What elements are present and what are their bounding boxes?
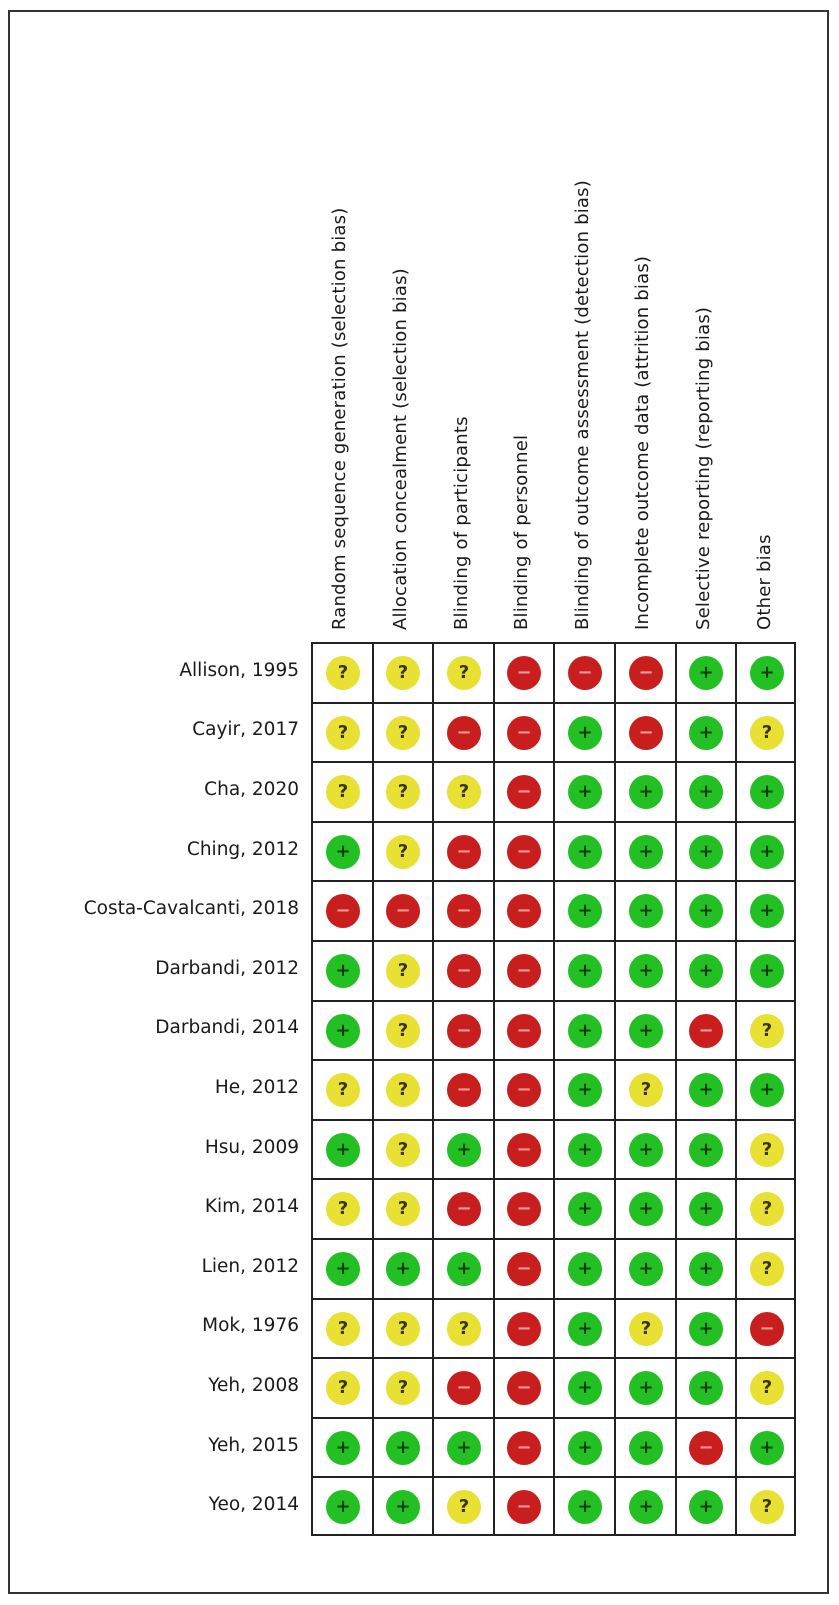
low-risk-icon: + — [568, 1431, 602, 1465]
rating-cell — [434, 1240, 495, 1300]
rating-cell — [677, 942, 737, 1002]
high-risk-icon: − — [507, 1431, 541, 1465]
low-risk-icon: + — [326, 1014, 360, 1048]
rating-cell — [434, 1180, 495, 1240]
high-risk-icon: − — [507, 1490, 541, 1524]
low-risk-icon: + — [750, 835, 784, 869]
rating-cell — [737, 882, 796, 942]
low-risk-icon: + — [326, 835, 360, 869]
low-risk-icon: + — [568, 1371, 602, 1405]
rating-cell — [434, 942, 495, 1002]
rating-cell — [313, 1359, 374, 1419]
low-risk-icon: + — [750, 1073, 784, 1107]
high-risk-icon: − — [507, 1371, 541, 1405]
rating-cell — [616, 882, 677, 942]
study-label: Lien, 2012 — [201, 1255, 299, 1277]
rating-cell — [495, 1121, 555, 1180]
column-header-label: Allocation concealment (selection bias) — [389, 268, 411, 630]
high-risk-icon: − — [507, 716, 541, 750]
rating-cell — [374, 942, 434, 1002]
rating-cell — [495, 1478, 555, 1536]
rating-cell — [374, 1359, 434, 1419]
unclear-risk-icon: ? — [386, 835, 420, 869]
low-risk-icon: + — [326, 1133, 360, 1167]
high-risk-icon: − — [507, 894, 541, 928]
low-risk-icon: + — [689, 656, 723, 690]
high-risk-icon: − — [568, 656, 602, 690]
low-risk-icon: + — [629, 894, 663, 928]
high-risk-icon: − — [507, 1073, 541, 1107]
low-risk-icon: + — [568, 1192, 602, 1226]
low-risk-icon: + — [568, 835, 602, 869]
high-risk-icon: − — [507, 954, 541, 988]
rating-cell — [313, 1419, 374, 1478]
unclear-risk-icon: ? — [386, 1192, 420, 1226]
low-risk-icon: + — [629, 1431, 663, 1465]
unclear-risk-icon: ? — [386, 954, 420, 988]
column-header-label: Incomplete outcome data (attrition bias) — [632, 255, 654, 630]
rating-cell — [434, 1121, 495, 1180]
rating-cell — [374, 1240, 434, 1300]
unclear-risk-icon: ? — [386, 1073, 420, 1107]
rating-cell — [616, 1061, 677, 1121]
rating-cell — [374, 1300, 434, 1359]
unclear-risk-icon: ? — [447, 656, 481, 690]
rating-cell — [616, 763, 677, 823]
rating-cell — [737, 942, 796, 1002]
rating-cell — [434, 704, 495, 763]
unclear-risk-icon: ? — [386, 1371, 420, 1405]
low-risk-icon: + — [568, 1312, 602, 1346]
study-label: Allison, 1995 — [179, 659, 299, 681]
rating-cell — [677, 1300, 737, 1359]
unclear-risk-icon: ? — [447, 775, 481, 809]
unclear-risk-icon: ? — [386, 716, 420, 750]
unclear-risk-icon: ? — [750, 1490, 784, 1524]
rating-cell — [737, 1121, 796, 1180]
low-risk-icon: + — [750, 775, 784, 809]
rating-cell — [737, 763, 796, 823]
rating-cell — [677, 882, 737, 942]
unclear-risk-icon: ? — [386, 1133, 420, 1167]
low-risk-icon: + — [689, 1133, 723, 1167]
rating-cell — [677, 1419, 737, 1478]
high-risk-icon: − — [507, 1252, 541, 1286]
rating-cell — [374, 1180, 434, 1240]
low-risk-icon: + — [689, 1073, 723, 1107]
rating-cell — [313, 763, 374, 823]
rating-cell — [737, 1061, 796, 1121]
rating-cell — [555, 644, 616, 704]
rating-cell — [313, 1240, 374, 1300]
rating-cell — [495, 942, 555, 1002]
rating-cell — [737, 1419, 796, 1478]
study-label: Yeh, 2008 — [208, 1375, 299, 1396]
rating-cell — [555, 1002, 616, 1061]
rating-cell — [495, 1359, 555, 1419]
unclear-risk-icon: ? — [386, 775, 420, 809]
rating-cell — [737, 644, 796, 704]
rating-cell — [677, 1359, 737, 1419]
rating-cell — [434, 1002, 495, 1061]
rating-cell — [434, 763, 495, 823]
rating-cell — [374, 1478, 434, 1536]
rating-cell — [495, 763, 555, 823]
rating-cell — [374, 1121, 434, 1180]
study-label: Darbandi, 2014 — [155, 1017, 299, 1039]
low-risk-icon: + — [568, 775, 602, 809]
rating-cell — [313, 644, 374, 704]
study-label: Mok, 1976 — [202, 1315, 299, 1337]
rating-cell — [555, 1121, 616, 1180]
low-risk-icon: + — [629, 1133, 663, 1167]
rating-cell — [434, 1359, 495, 1419]
rating-cell — [737, 704, 796, 763]
unclear-risk-icon: ? — [447, 1312, 481, 1346]
rating-cell — [495, 882, 555, 942]
study-label: Hsu, 2009 — [204, 1136, 299, 1158]
study-label: He, 2012 — [214, 1077, 299, 1098]
high-risk-icon: − — [447, 1371, 481, 1405]
low-risk-icon: + — [568, 716, 602, 750]
rating-cell — [495, 1002, 555, 1061]
rating-cell — [616, 1180, 677, 1240]
rating-cell — [434, 1478, 495, 1536]
rating-cell — [374, 1419, 434, 1478]
unclear-risk-icon: ? — [326, 1192, 360, 1226]
high-risk-icon: − — [689, 1431, 723, 1465]
high-risk-icon: − — [507, 775, 541, 809]
rating-cell — [677, 1061, 737, 1121]
rating-cell — [313, 1478, 374, 1536]
rating-cell — [555, 942, 616, 1002]
rating-cell — [677, 1478, 737, 1536]
rating-cell — [495, 1240, 555, 1300]
low-risk-icon: + — [629, 835, 663, 869]
rating-cell — [677, 1002, 737, 1061]
high-risk-icon: − — [386, 894, 420, 928]
low-risk-icon: + — [326, 1431, 360, 1465]
low-risk-icon: + — [386, 1431, 420, 1465]
study-label: Costa-Cavalcanti, 2018 — [83, 898, 299, 920]
rating-cell — [555, 1180, 616, 1240]
rating-cell — [434, 882, 495, 942]
high-risk-icon: − — [507, 835, 541, 869]
rating-cell — [495, 823, 555, 882]
rating-cell — [374, 823, 434, 882]
low-risk-icon: + — [568, 1014, 602, 1048]
high-risk-icon: − — [507, 656, 541, 690]
low-risk-icon: + — [629, 1252, 663, 1286]
rating-cell — [555, 882, 616, 942]
rating-cell — [555, 823, 616, 882]
study-label: Yeo, 2014 — [208, 1494, 299, 1516]
low-risk-icon: + — [568, 1252, 602, 1286]
unclear-risk-icon: ? — [750, 1014, 784, 1048]
low-risk-icon: + — [326, 1490, 360, 1524]
rating-cell — [434, 644, 495, 704]
low-risk-icon: + — [689, 1371, 723, 1405]
low-risk-icon: + — [750, 1431, 784, 1465]
rating-cell — [495, 1061, 555, 1121]
low-risk-icon: + — [689, 835, 723, 869]
low-risk-icon: + — [629, 954, 663, 988]
high-risk-icon: − — [629, 716, 663, 750]
rating-cell — [555, 1240, 616, 1300]
rating-cell — [434, 1300, 495, 1359]
high-risk-icon: − — [447, 1192, 481, 1226]
rating-cell — [737, 1002, 796, 1061]
rating-cell — [495, 644, 555, 704]
rating-cell — [374, 763, 434, 823]
unclear-risk-icon: ? — [386, 1014, 420, 1048]
rating-cell — [555, 763, 616, 823]
rating-cell — [616, 1121, 677, 1180]
rating-cell — [434, 1061, 495, 1121]
low-risk-icon: + — [689, 716, 723, 750]
low-risk-icon: + — [568, 894, 602, 928]
risk-of-bias-grid — [311, 642, 796, 1536]
rating-cell — [313, 1121, 374, 1180]
high-risk-icon: − — [507, 1133, 541, 1167]
unclear-risk-icon: ? — [750, 1133, 784, 1167]
low-risk-icon: + — [386, 1490, 420, 1524]
rating-cell — [677, 1121, 737, 1180]
rating-cell — [374, 882, 434, 942]
unclear-risk-icon: ? — [326, 1312, 360, 1346]
unclear-risk-icon: ? — [326, 775, 360, 809]
rating-cell — [616, 704, 677, 763]
rating-cell — [374, 1002, 434, 1061]
unclear-risk-icon: ? — [629, 1073, 663, 1107]
rating-cell — [555, 1300, 616, 1359]
high-risk-icon: − — [689, 1014, 723, 1048]
rating-cell — [555, 704, 616, 763]
rating-cell — [616, 1002, 677, 1061]
rating-cell — [677, 1240, 737, 1300]
rating-cell — [677, 644, 737, 704]
column-header-label: Blinding of outcome assessment (detection bias) — [571, 180, 593, 630]
low-risk-icon: + — [689, 1312, 723, 1346]
rating-cell — [495, 1419, 555, 1478]
rating-cell — [677, 823, 737, 882]
rating-cell — [374, 1061, 434, 1121]
low-risk-icon: + — [629, 1192, 663, 1226]
unclear-risk-icon: ? — [750, 716, 784, 750]
unclear-risk-icon: ? — [629, 1312, 663, 1346]
study-label: Ching, 2012 — [186, 838, 299, 860]
high-risk-icon: − — [507, 1192, 541, 1226]
study-label: Cayir, 2017 — [192, 719, 299, 741]
low-risk-icon: + — [568, 1073, 602, 1107]
unclear-risk-icon: ? — [326, 656, 360, 690]
rating-cell — [555, 1359, 616, 1419]
rating-cell — [616, 1359, 677, 1419]
rating-cell — [555, 1478, 616, 1536]
rating-cell — [737, 1180, 796, 1240]
low-risk-icon: + — [568, 954, 602, 988]
low-risk-icon: + — [447, 1252, 481, 1286]
unclear-risk-icon: ? — [750, 1192, 784, 1226]
low-risk-icon: + — [326, 954, 360, 988]
low-risk-icon: + — [386, 1252, 420, 1286]
rating-cell — [616, 1240, 677, 1300]
rating-cell — [616, 1300, 677, 1359]
high-risk-icon: − — [629, 656, 663, 690]
rating-cell — [737, 1359, 796, 1419]
unclear-risk-icon: ? — [750, 1371, 784, 1405]
low-risk-icon: + — [689, 1252, 723, 1286]
high-risk-icon: − — [750, 1312, 784, 1346]
high-risk-icon: − — [447, 894, 481, 928]
study-label: Yeh, 2015 — [208, 1434, 299, 1456]
rating-cell — [677, 763, 737, 823]
rating-cell — [434, 1419, 495, 1478]
low-risk-icon: + — [689, 775, 723, 809]
column-header-label: Blinding of participants — [450, 416, 472, 630]
rating-cell — [677, 1180, 737, 1240]
rating-cell — [616, 1478, 677, 1536]
study-label: Cha, 2020 — [204, 779, 299, 800]
unclear-risk-icon: ? — [326, 1073, 360, 1107]
high-risk-icon: − — [447, 1014, 481, 1048]
rating-cell — [616, 1419, 677, 1478]
rating-cell — [313, 942, 374, 1002]
low-risk-icon: + — [447, 1431, 481, 1465]
study-label: Kim, 2014 — [204, 1196, 299, 1218]
unclear-risk-icon: ? — [447, 1490, 481, 1524]
high-risk-icon: − — [447, 1073, 481, 1107]
high-risk-icon: − — [447, 954, 481, 988]
rating-cell — [555, 1419, 616, 1478]
rating-cell — [737, 1478, 796, 1536]
rating-cell — [313, 1002, 374, 1061]
low-risk-icon: + — [629, 1490, 663, 1524]
low-risk-icon: + — [629, 1014, 663, 1048]
rating-cell — [737, 823, 796, 882]
low-risk-icon: + — [689, 894, 723, 928]
rating-cell — [737, 1300, 796, 1359]
unclear-risk-icon: ? — [386, 656, 420, 690]
low-risk-icon: + — [750, 656, 784, 690]
high-risk-icon: − — [507, 1312, 541, 1346]
column-header-label: Selective reporting (reporting bias) — [692, 306, 714, 630]
column-header-label: Other bias — [753, 534, 775, 630]
column-header-label: Blinding of personnel — [511, 434, 533, 630]
rating-cell — [677, 704, 737, 763]
low-risk-icon: + — [689, 954, 723, 988]
high-risk-icon: − — [507, 1014, 541, 1048]
low-risk-icon: + — [750, 954, 784, 988]
high-risk-icon: − — [326, 894, 360, 928]
low-risk-icon: + — [689, 1192, 723, 1226]
rating-cell — [495, 704, 555, 763]
low-risk-icon: + — [326, 1252, 360, 1286]
unclear-risk-icon: ? — [326, 1371, 360, 1405]
low-risk-icon: + — [629, 1371, 663, 1405]
low-risk-icon: + — [689, 1490, 723, 1524]
rating-cell — [313, 1180, 374, 1240]
rating-cell — [313, 882, 374, 942]
low-risk-icon: + — [568, 1490, 602, 1524]
low-risk-icon: + — [568, 1133, 602, 1167]
rating-cell — [495, 1180, 555, 1240]
rating-cell — [616, 823, 677, 882]
rating-cell — [616, 942, 677, 1002]
high-risk-icon: − — [447, 716, 481, 750]
rating-cell — [495, 1300, 555, 1359]
rating-cell — [434, 823, 495, 882]
low-risk-icon: + — [447, 1133, 481, 1167]
rating-cell — [737, 1240, 796, 1300]
rating-cell — [313, 1300, 374, 1359]
unclear-risk-icon: ? — [750, 1252, 784, 1286]
rating-cell — [374, 644, 434, 704]
rating-cell — [555, 1061, 616, 1121]
unclear-risk-icon: ? — [386, 1312, 420, 1346]
column-header-label: Random sequence generation (selection bias) — [329, 207, 351, 630]
rating-cell — [313, 704, 374, 763]
high-risk-icon: − — [447, 835, 481, 869]
rating-cell — [313, 1061, 374, 1121]
study-label: Darbandi, 2012 — [155, 957, 299, 979]
rating-cell — [374, 704, 434, 763]
rating-cell — [313, 823, 374, 882]
unclear-risk-icon: ? — [326, 716, 360, 750]
low-risk-icon: + — [750, 894, 784, 928]
low-risk-icon: + — [629, 775, 663, 809]
rating-cell — [616, 644, 677, 704]
